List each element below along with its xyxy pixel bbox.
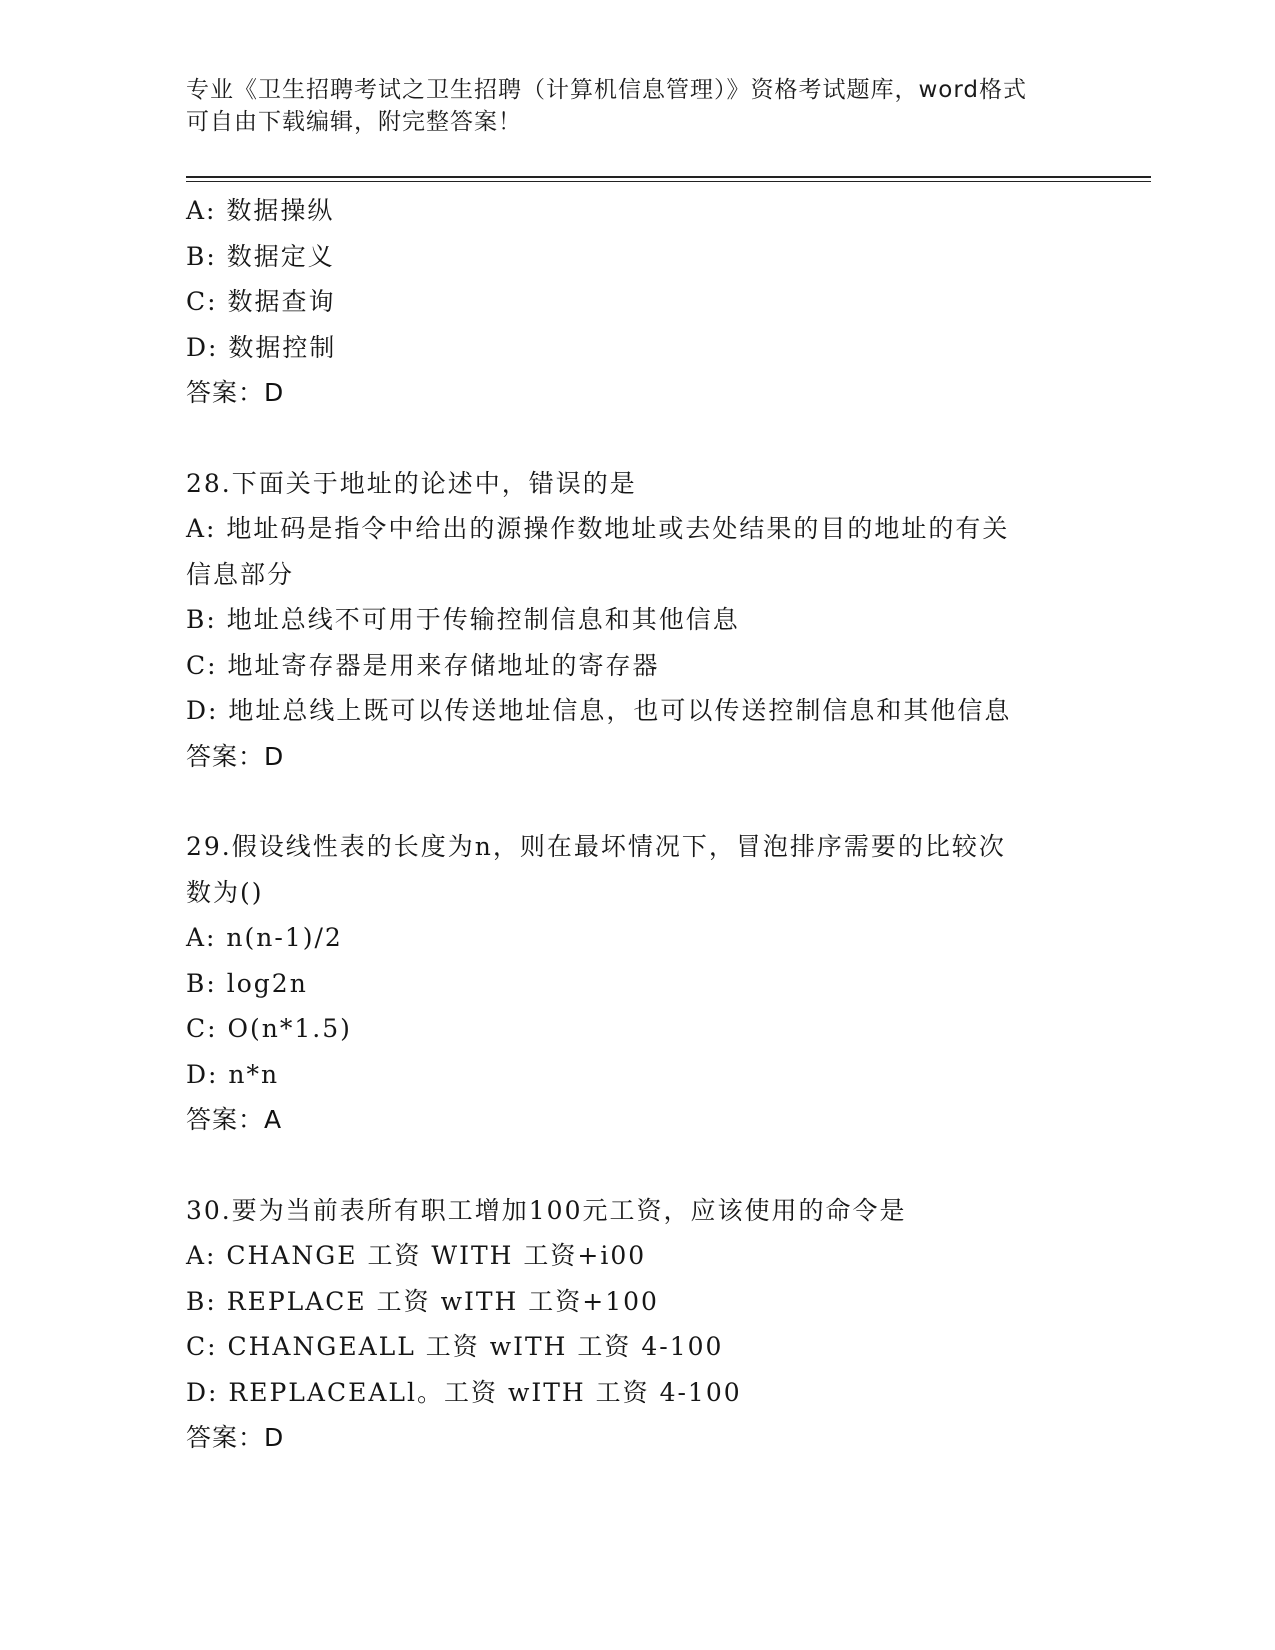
question-text-line-1: 29.假设线性表的长度为n，则在最坏情况下，冒泡排序需要的比较次 (186, 832, 1006, 861)
question-text: 28.下面关于地址的论述中，错误的是 (186, 468, 637, 498)
spacer (186, 416, 1086, 461)
question-text: 30.要为当前表所有职工增加100元工资，应该使用的命令是 (186, 1195, 907, 1225)
option-d: D: 数据控制 (186, 332, 337, 362)
answer: 答案：A (186, 1105, 283, 1134)
option-b: B: log2n (186, 968, 308, 998)
option-a: A: n(n-1)/2 (186, 923, 343, 952)
option-c: C: O(n*1.5) (186, 1014, 352, 1043)
option-c: C: 数据查询 (186, 287, 336, 316)
option-a: A: 数据操纵 (186, 196, 335, 225)
option-a-line-2: 信息部分 (186, 559, 295, 589)
option-a-line-1: A: 地址码是指令中给出的源操作数地址或去处结果的目的地址的有关 (186, 514, 1010, 543)
spacer (186, 779, 1086, 824)
option-b: B: 地址总线不可用于传输控制信息和其他信息 (186, 605, 740, 634)
question-29 (186, 824, 1086, 1143)
option-d: D: REPLACEALl。工资 wITH 工资 4-100 (186, 1377, 742, 1407)
option-b: B: 数据定义 (186, 241, 335, 271)
question-text-line-2: 数为() (186, 877, 264, 907)
question-28 (186, 461, 1086, 780)
header-divider-thin (186, 181, 1151, 182)
spacer (186, 1143, 1086, 1188)
option-d: D: n*n (186, 1059, 280, 1089)
answer: 答案：D (186, 741, 285, 771)
option-c: C: CHANGEALL 工资 wITH 工资 4-100 (186, 1332, 724, 1361)
option-a: A: CHANGE 工资 WITH 工资+i00 (186, 1241, 647, 1270)
header-title-line-2: 可自由下载编辑，附完整答案！ (186, 109, 522, 135)
question-27 (186, 188, 1086, 416)
question-30 (186, 1188, 1086, 1461)
option-c: C: 地址寄存器是用来存储地址的寄存器 (186, 650, 660, 680)
answer: 答案：D (186, 378, 285, 407)
answer: 答案：D (186, 1423, 285, 1452)
question-list (186, 188, 1086, 1461)
option-b: B: REPLACE 工资 wITH 工资+100 (186, 1286, 659, 1316)
document-header (186, 74, 1086, 138)
header-title-line-1: 专业《卫生招聘考试之卫生招聘（计算机信息管理）》资格考试题库，word格式 (186, 77, 1028, 103)
header-divider-thick (186, 176, 1151, 178)
option-d: D: 地址总线上既可以传送地址信息，也可以传送控制信息和其他信息 (186, 696, 1012, 725)
